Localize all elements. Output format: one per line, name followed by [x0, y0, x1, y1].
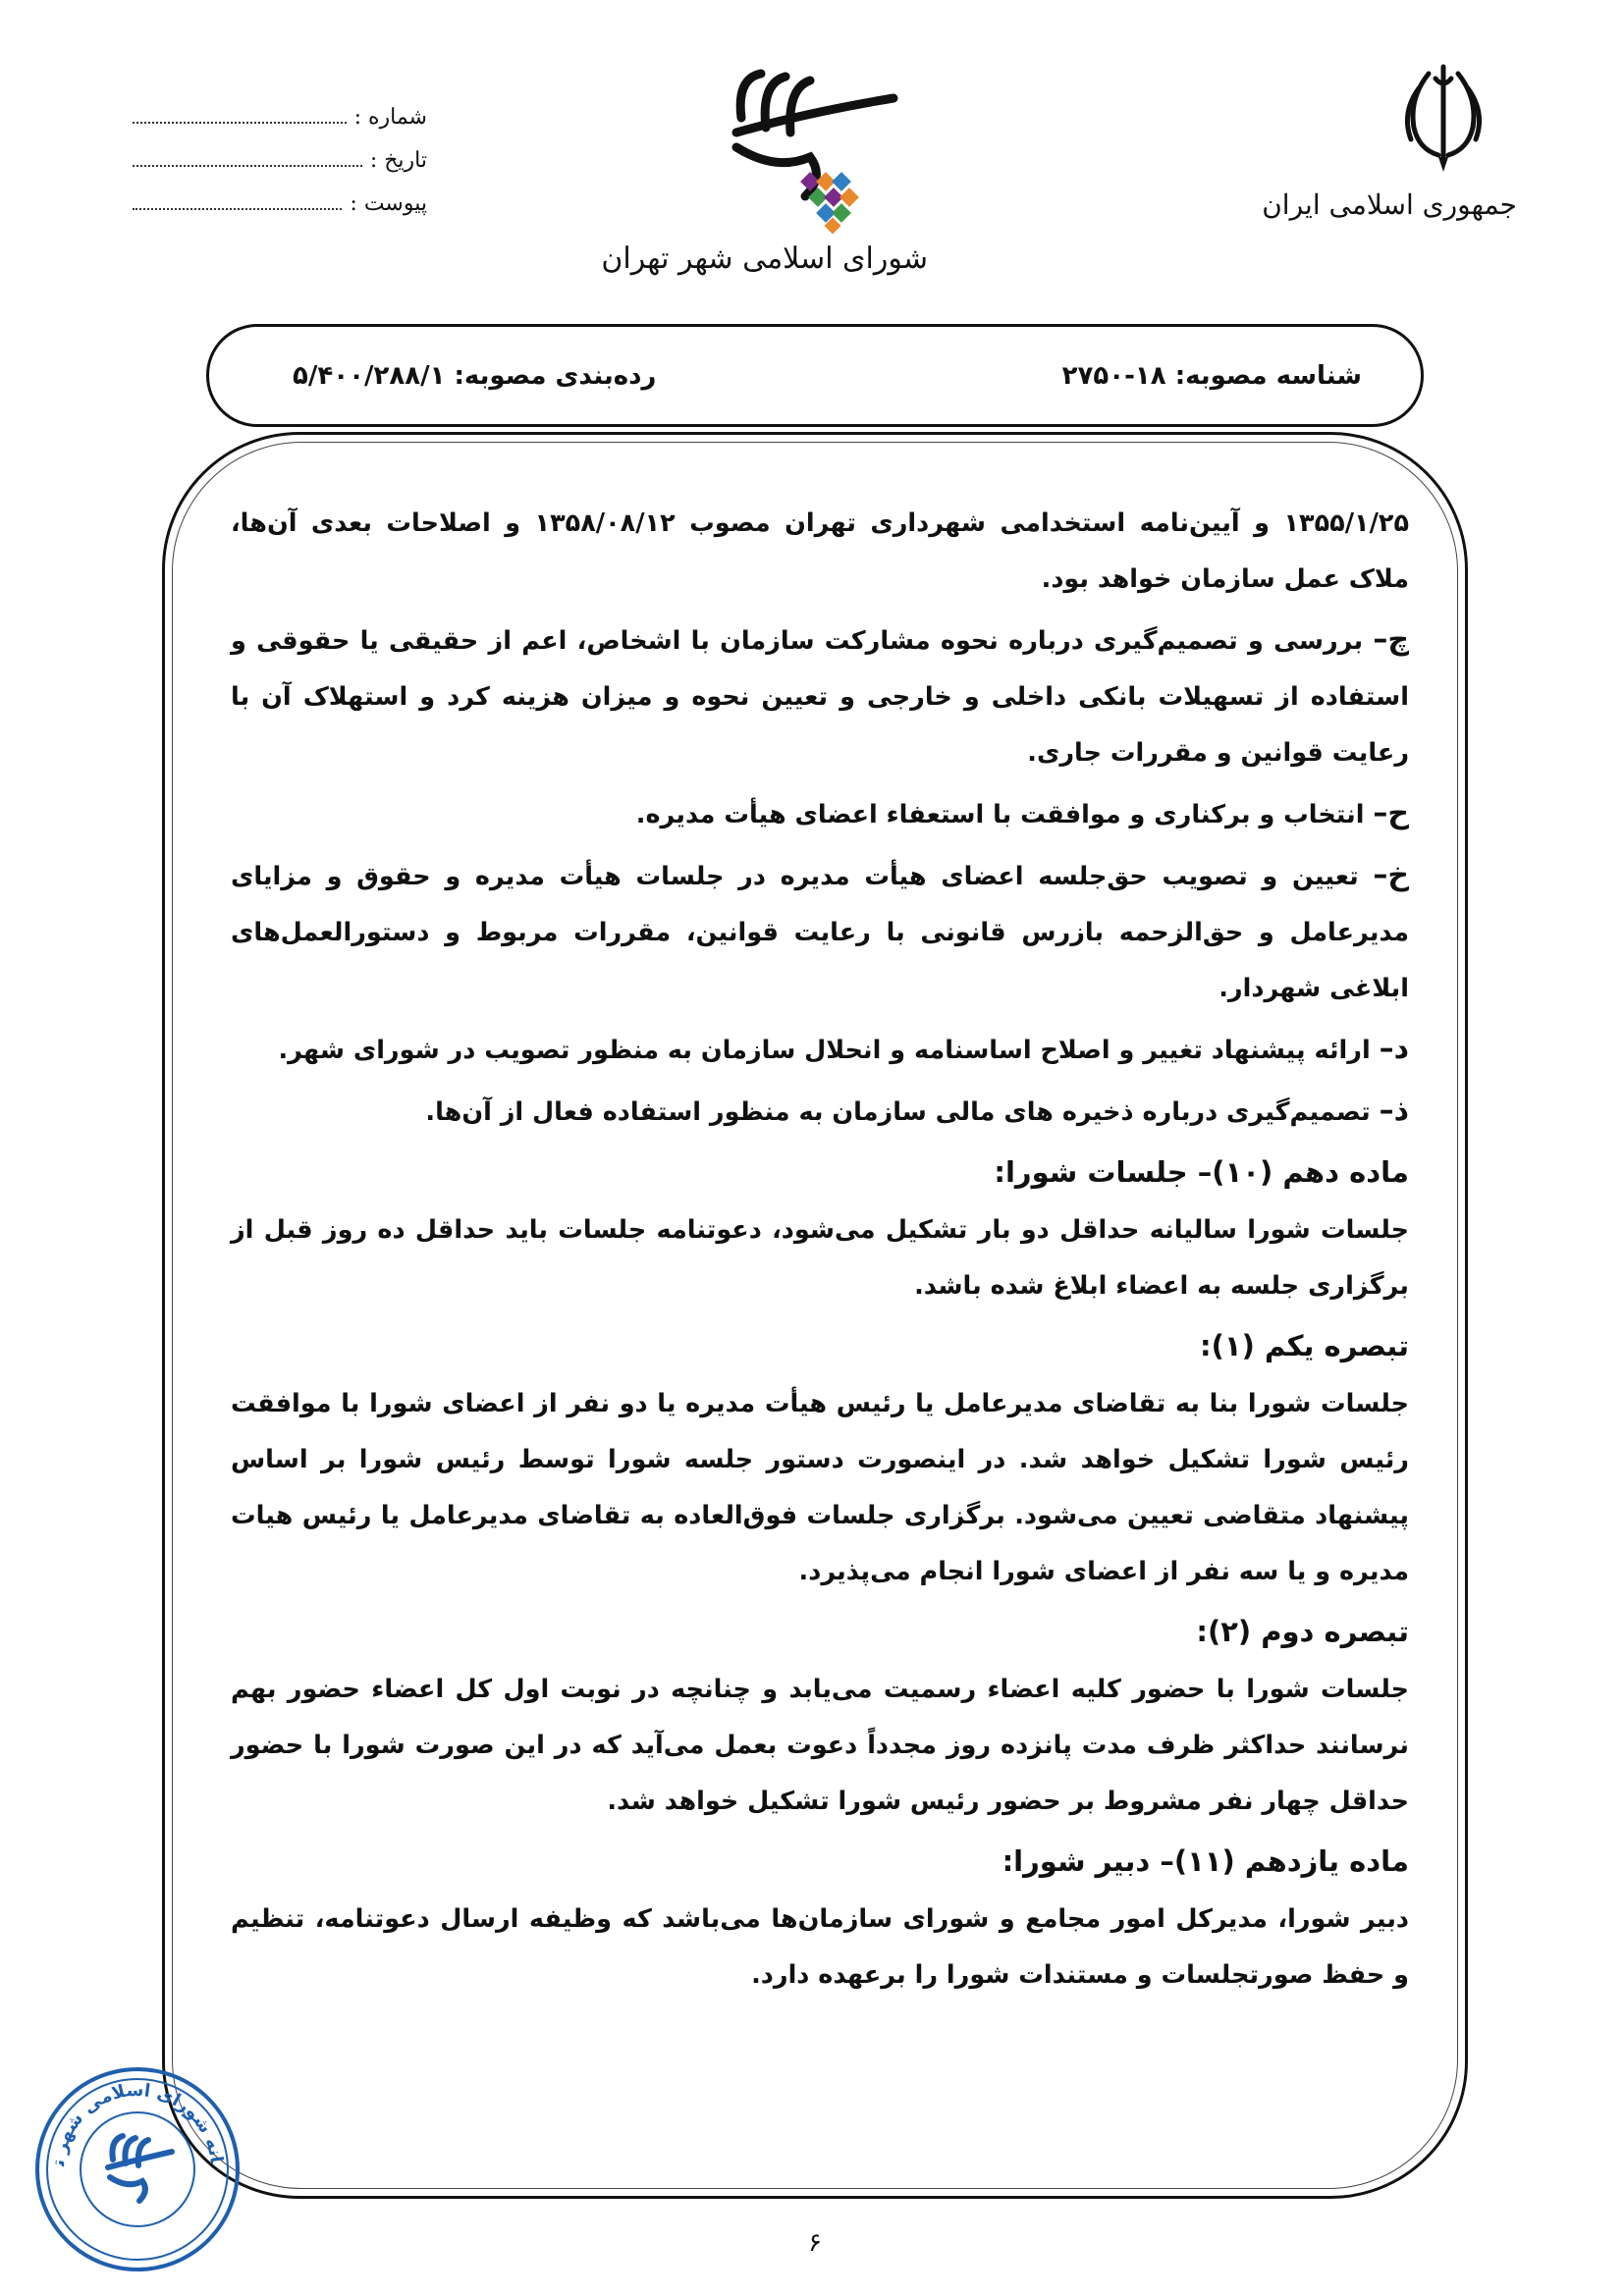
clause-he-letter: ح–	[1373, 796, 1409, 830]
meta-number-row	[133, 88, 427, 130]
clause-he	[231, 785, 1409, 843]
meta-attachment-line	[133, 194, 342, 210]
clause-khe	[231, 847, 1409, 1017]
iran-emblem-icon	[1389, 59, 1497, 177]
paragraph-continuation: ۱۳۵۵/۱/۲۵ و آیین‌نامه استخدامی شهرداری تهران مصوب ۱۳۵۸/۰۸/۱۲ و اصلاحات بعدی آن‌ها، ملاک عمل سازمان خواهد بود.	[231, 508, 1410, 594]
meta-date-line	[133, 151, 362, 167]
emblem-caption: جمهوری اسلامی ایران	[1262, 188, 1517, 221]
official-seal	[29, 2061, 245, 2277]
clause-zal	[231, 1083, 1409, 1141]
council-caption: شورای اسلامی شهر تهران	[601, 241, 928, 276]
clause-che-letter: چ–	[1373, 622, 1409, 657]
seal-stamp-icon	[29, 2061, 245, 2277]
document-body	[231, 496, 1409, 2007]
article-11-text: دبیر شورا، مدیرکل امور مجامع و شورای سازمان‌ها می‌باشد که وظیفه ارسال دعوتنامه، تنظیم و حفظ صورتجلسات و مستندات شورا را برعهده دارد.	[231, 1904, 1409, 1990]
resolution-reference-box	[206, 324, 1424, 427]
svg-text:دبیرخانه شورای اسلامی شهر تهرا: انه شورای اسلامی شهر ت	[48, 2079, 227, 2167]
iran-emblem	[1262, 59, 1517, 221]
clause-zal-letter: ذ–	[1379, 1094, 1409, 1128]
note-2-heading: تبصره دوم (۲):	[1196, 1615, 1409, 1648]
article-10-heading: ماده دهم (۱۰)– جلسات شورا:	[994, 1155, 1409, 1189]
meta-attachment-row	[133, 175, 427, 216]
clause-dal-text: ارائه پیشنهاد تغییر و اصلاح اساسنامه و انحلال سازمان به منظور تصویب در شورای شهر.	[278, 1036, 1380, 1065]
meta-attachment-label: پیوست :	[350, 191, 427, 216]
meta-number-line	[133, 108, 347, 124]
clause-zal-text: تصمیم‌گیری درباره ذخیره های مالی سازمان به منظور استفاده فعال از آن‌ها.	[425, 1097, 1380, 1127]
clause-he-text: انتخاب و برکناری و موافقت با استعفاء اعضای هیأت مدیره.	[635, 800, 1374, 829]
page-number: ۶	[808, 2228, 822, 2258]
clause-khe-text: تعیین و تصویب حق‌جلسه اعضای هیأت مدیره در جلسات هیأت مدیره و حقوق و مزایای مدیرعامل و حق‌الزحمه بازرس قانونی با رعایت قوانین، مقررات مربوط و دستورالعمل‌های ابلاغی شهردار.	[231, 862, 1409, 1003]
article-10-text: جلسات شورا سالیانه حداقل دو بار تشکیل می‌شود، دعوتنامه جلسات باید حداقل ده روز قبل از برگزاری جلسه به اعضاء ابلاغ شده باشد.	[231, 1215, 1409, 1301]
resolution-classification: رده‌بندی مصوبه: ۵/۴۰۰/۲۸۸/۱	[293, 360, 657, 391]
note-1-text: جلسات شورا بنا به تقاضای مدیرعامل یا رئیس هیأت مدیره یا دو نفر از اعضای شورا با موافقت رئیس شورا تشکیل خواهد شد. در اینصورت دستور جلسه شورا توسط رئیس شورا بر اساس پیشنهاد متقاضی تعیین می‌شود. برگزاری جلسات فوق‌العاده به تقاضای مدیرعامل یا رئیس هیات مدیره و یا سه نفر از اعضای شورا انجام می‌پذیرد.	[231, 1389, 1409, 1586]
clause-che-text: بررسی و تصمیم‌گیری درباره نحوه مشارکت سازمان با اشخاص، اعم از حقیقی یا حقوقی و استفاده از تسهیلات بانکی داخلی و خارجی و تعیین نحوه و میزان هزینه کرد و استهلاک آن با رعایت قوانین و مقررات جاری.	[231, 626, 1409, 768]
letter-meta-fields	[133, 88, 427, 218]
clause-dal-letter: د–	[1379, 1032, 1409, 1066]
meta-date-label: تاریخ :	[369, 148, 427, 173]
meta-date-row	[133, 132, 427, 173]
resolution-id: شناسه مصوبه: ۱۸-۲۷۵۰	[1061, 360, 1362, 391]
clause-che	[231, 612, 1409, 781]
meta-number-label: شماره :	[353, 105, 427, 130]
council-logo-icon	[717, 59, 903, 236]
article-11-heading: ماده یازدهم (۱۱)– دبیر شورا:	[1001, 1844, 1409, 1878]
clause-dal	[231, 1021, 1409, 1079]
clause-khe-letter: خ–	[1373, 858, 1409, 892]
note-1-heading: تبصره یکم (۱):	[1200, 1329, 1409, 1362]
letterhead	[0, 0, 1624, 324]
council-logo	[601, 59, 928, 276]
note-2-text: جلسات شورا با حضور کلیه اعضاء رسمیت می‌یابد و چنانچه در نوبت اول کل اعضاء حضور بهم نرسانند حداکثر ظرف مدت پانزده روز مجدداً دعوت بعمل می‌آید که در این صورت شورا با حضور حداقل چهار نفر مشروط بر حضور رئیس شورا تشکیل خواهد شد.	[231, 1675, 1409, 1816]
